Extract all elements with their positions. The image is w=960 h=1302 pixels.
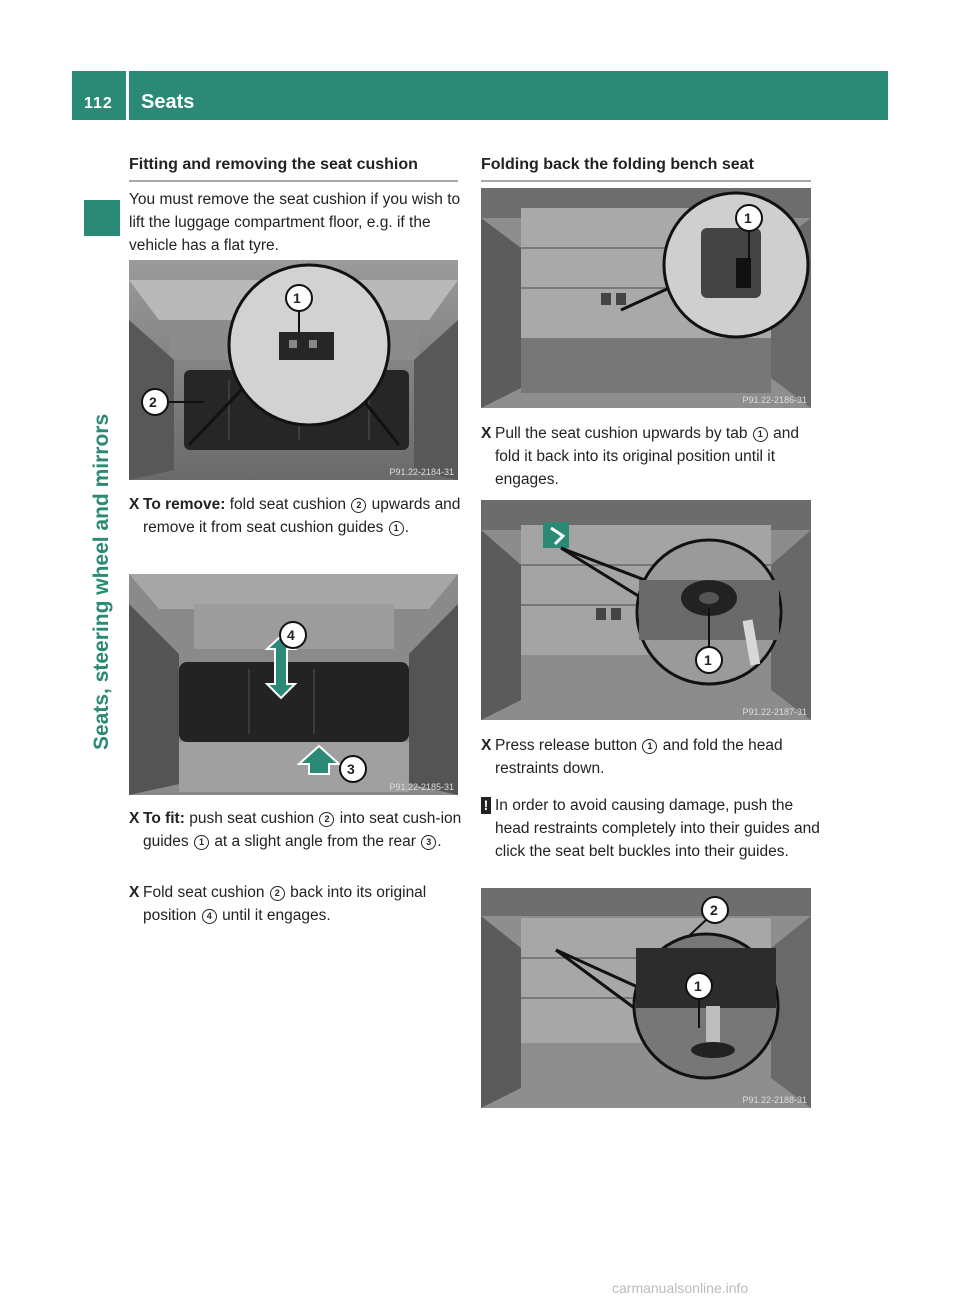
step-fold-back <box>129 881 475 927</box>
figure-code: P91.22-2187-31 <box>742 707 807 717</box>
callout-ref: 3 <box>421 835 436 850</box>
step-marker: X <box>481 425 492 442</box>
callout-ref: 2 <box>270 886 285 901</box>
step-marker: X <box>129 810 140 827</box>
step-text: back into its original position <box>143 884 427 924</box>
step-to-remove <box>129 493 475 539</box>
figure-code: P91.22-2184-31 <box>389 467 454 477</box>
figure-code: P91.22-2185-31 <box>389 782 454 792</box>
callout-2: 2 <box>710 902 718 918</box>
figure-pull-tab <box>481 188 811 408</box>
page-number: 112 <box>84 95 113 112</box>
callout-ref: 1 <box>194 835 209 850</box>
step-marker: X <box>129 884 140 901</box>
step-text: . <box>437 833 442 850</box>
callout-ref: 1 <box>389 521 404 536</box>
callout-3: 3 <box>347 761 355 777</box>
callout-ref: 1 <box>642 739 657 754</box>
callout-1: 1 <box>293 290 301 306</box>
warning-note <box>481 794 827 863</box>
callout-ref: 4 <box>202 909 217 924</box>
step-text: . <box>404 519 409 536</box>
callout-1: 1 <box>694 978 702 994</box>
section-tab-label: Seats, steering wheel and mirrors <box>90 413 113 750</box>
callout-ref: 2 <box>319 812 334 827</box>
step-marker: X <box>481 737 492 754</box>
step-text: into seat cush-ion guides <box>143 810 462 850</box>
step-text: fold seat cushion <box>229 496 347 513</box>
page-header <box>72 71 888 120</box>
step-text: until it engages. <box>222 907 331 924</box>
step-text: and fold it back into its original position until it engages. <box>495 425 799 488</box>
step-press-release <box>481 734 827 780</box>
right-section-heading: Folding back the folding bench seat <box>481 156 811 182</box>
warning-text: In order to avoid causing damage, push the head restraints completely into their guides and click the seat belt buckles into their guides. <box>495 797 820 860</box>
callout-ref: 1 <box>753 427 768 442</box>
chapter-title: Seats <box>141 91 195 113</box>
figure-fit-cushion <box>129 574 458 795</box>
step-to-fit <box>129 807 475 853</box>
header-divider <box>126 71 129 120</box>
footer-watermark: carmanualsonline.info <box>612 1280 749 1296</box>
callout-4: 4 <box>287 627 295 643</box>
callout-1: 1 <box>704 652 712 668</box>
figure-release-button <box>481 500 811 720</box>
step-pull-cushion <box>481 422 827 491</box>
callout-2: 2 <box>149 394 157 410</box>
intro-paragraph: You must remove the seat cushion if you wish to lift the luggage compartment floor, e.g. if the vehicle has a flat tyre. <box>129 191 461 254</box>
step-text: push seat cushion <box>189 810 315 827</box>
figure-head-restraints <box>481 888 811 1108</box>
callout-1: 1 <box>744 210 752 226</box>
section-tab-block <box>84 200 120 236</box>
left-section-heading: Fitting and removing the seat cushion <box>129 156 458 182</box>
callout-ref: 2 <box>351 498 366 513</box>
step-label: To fit: <box>143 810 185 827</box>
step-text: Press release button <box>495 737 638 754</box>
figure-remove-cushion <box>129 260 458 480</box>
step-label: To remove: <box>143 496 226 513</box>
step-text: at a slight angle from the rear <box>214 833 416 850</box>
figure-code: P91.22-2188-31 <box>742 1095 807 1105</box>
step-text: upwards and remove it from seat cushion guides <box>143 496 461 536</box>
warning-icon: ! <box>481 797 491 814</box>
section-tab <box>84 200 120 750</box>
step-text: and fold the head restraints down. <box>495 737 783 777</box>
step-text: Fold seat cushion <box>143 884 265 901</box>
figure-code: P91.22-2186-31 <box>742 395 807 405</box>
step-marker: X <box>129 496 140 513</box>
step-text: Pull the seat cushion upwards by tab <box>495 425 748 442</box>
